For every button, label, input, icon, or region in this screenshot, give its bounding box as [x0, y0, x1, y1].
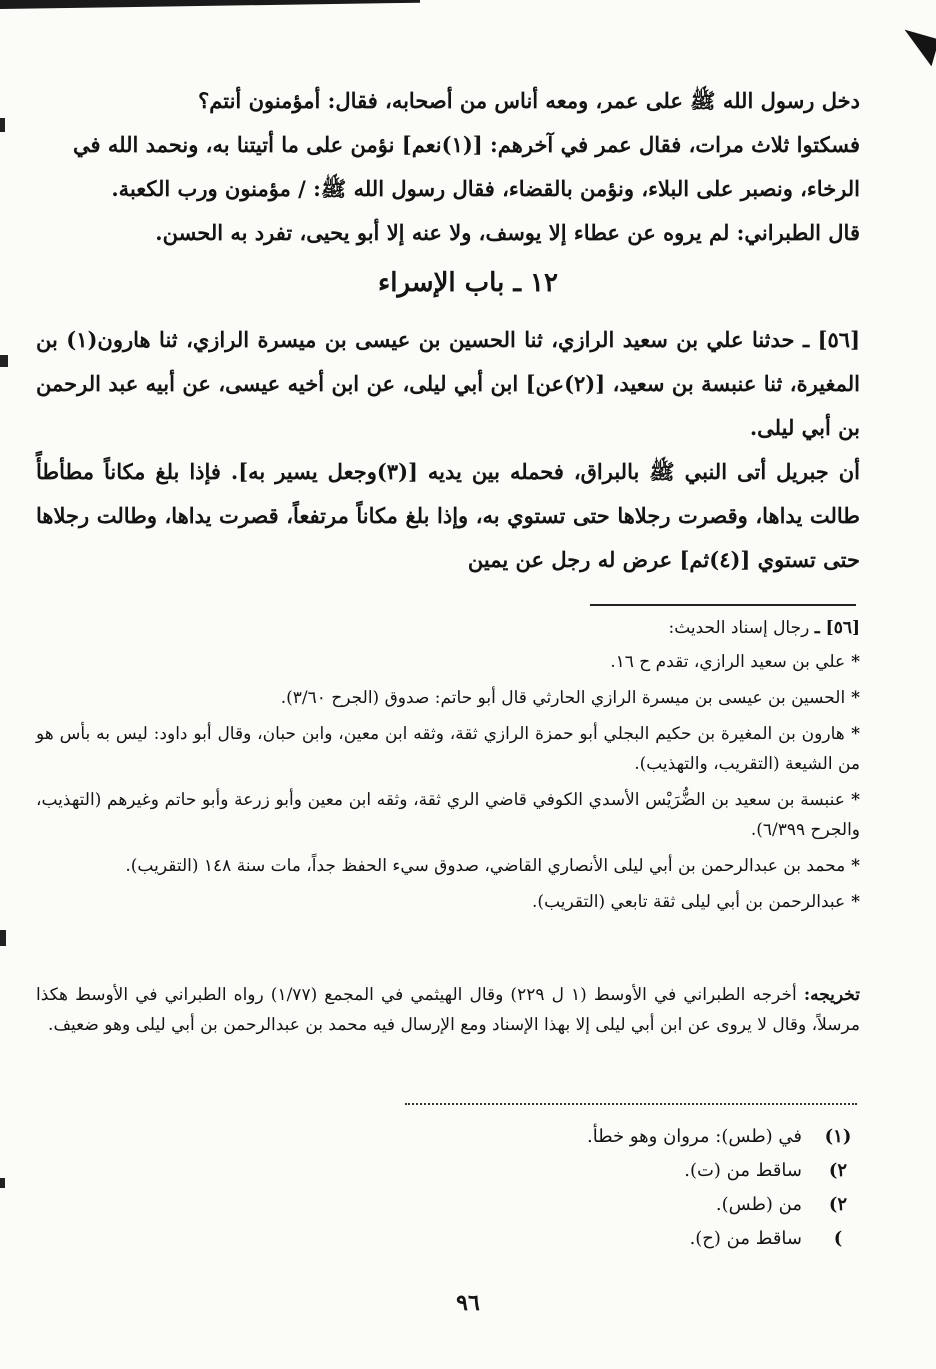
scan-margin-mark	[0, 118, 5, 132]
editorial-note	[36, 1120, 860, 1154]
editorial-note	[36, 1154, 860, 1188]
scan-margin-mark	[0, 1178, 5, 1188]
text-line: قال الطبراني: لم يروه عن عطاء إلا يوسف، ولا عنه إلا أبو يحيى، تفرد به الحسن.	[155, 220, 860, 245]
editorial-note	[36, 1188, 860, 1222]
narrator-entry: * الحسين بن عيسى بن ميسرة الرازي الحارثي قال أبو حاتم: صدوق (الجرح ٣/٦٠).	[36, 683, 860, 713]
takhrij-paragraph	[36, 980, 860, 1040]
scan-margin-mark	[0, 930, 6, 946]
editorial-notes	[36, 1120, 860, 1256]
scan-edge-mark	[0, 0, 420, 9]
hadith-matn: أن جبريل أتى النبي ﷺ بالبراق، فحمله بين يديه [(٣)وجعل يسير به]. فإذا بلغ مكاناً مطأطأً طالت يداها، وقصرت رجلاها حتى تستوي به، وإذا بلغ مكاناً مرتفعاً، قصرت يداها، وطالت رجلاها حتى تستوي [(٤)ثم] عرض له رجل عن يمين	[36, 459, 860, 572]
narrator-entry: * عبدالرحمن بن أبي ليلى ثقة تابعي (التقريب).	[36, 887, 860, 917]
hadith-isnad: [٥٦] ـ حدثنا علي بن سعيد الرازي، ثنا الحسين بن عيسى بن ميسرة الرازي، ثنا هارون(١) بن المغيرة، ثنا عنبسة بن سعيد، [(٢)عن] ابن أبي ليلى، عن ابن أخيه عيسى، عن أبيه عبد الرحمن بن أبي ليلى.	[36, 327, 861, 440]
rijal-title: رجال إسناد الحديث:	[668, 618, 810, 638]
note-number: )	[833, 1228, 843, 1249]
takhrij-label: تخريجه:	[803, 985, 860, 1005]
scan-margin-mark	[0, 355, 8, 367]
chapter-heading: ١٢ ـ باب الإسراء	[378, 268, 558, 298]
note-number: (١)	[824, 1126, 852, 1147]
narrator-entry: * علي بن سعيد الرازي، تقدم ح ١٦.	[36, 647, 860, 677]
narrator-list	[36, 647, 860, 923]
note-number: ٢)	[828, 1194, 848, 1215]
narrator-entry: * محمد بن عبدالرحمن بن أبي ليلى الأنصاري القاضي، صدوق سيء الحفظ جداً، مات سنة ١٤٨ (التقريب).	[36, 851, 860, 881]
rijal-heading	[36, 613, 860, 643]
text-line: فسكتوا ثلاث مرات، فقال عمر في آخرهم: [(١)نعم] نؤمن على ما أتيتنا به، ونحمد الله في	[73, 132, 860, 157]
page-corner-fold-mark	[897, 30, 936, 67]
page-number: ٩٦	[456, 1290, 480, 1316]
narrator-entry: * هارون بن المغيرة بن حكيم البجلي أبو حمزة الرازي ثقة، وثقه ابن معين، وابن حبان، وقال أبو داود: ليس به بأس هو من الشيعة (التقريب، والتهذيب).	[36, 719, 860, 779]
text-line: دخل رسول الله ﷺ على عمر، ومعه أناس من أصحابه، فقال: أمؤمنون أنتم؟	[198, 88, 860, 113]
narrator-entry: * عنبسة بن سعيد بن الضُّرَيْس الأسدي الكوفي قاضي الري ثقة، وثقه ابن معين وأبو زرعة وأبو حاتم وغيرهم (التهذيب، والجرح ٦/٣٩٩).	[36, 785, 860, 845]
dotted-separator	[405, 1103, 857, 1105]
footnote-separator	[590, 604, 856, 606]
note-text: ساقط من (ت).	[684, 1160, 802, 1181]
continued-hadith-text	[36, 79, 860, 255]
text-line: الرخاء، ونصبر على البلاء، ونؤمن بالقضاء، فقال رسول الله ﷺ: / مؤمنون ورب الكعبة.	[111, 176, 860, 201]
editorial-note	[36, 1222, 860, 1256]
note-text: في (طس): مروان وهو خطأ.	[587, 1126, 802, 1147]
note-text: من (طس).	[715, 1194, 802, 1215]
note-number: ٢)	[828, 1160, 848, 1181]
note-text: ساقط من (ح).	[689, 1228, 802, 1249]
hadith-number-label: [٥٦] ـ	[814, 618, 860, 638]
takhrij-text: أخرجه الطبراني في الأوسط (١ ل ٢٢٩) وقال الهيثمي في المجمع (١/٧٧) رواه الطبراني في الأوسط هكذا مرسلاً، وقال لا يروى عن ابن أبي ليلى إلا بهذا الإسناد ومع الإرسال فيه محمد بن عبدالرحمن بن أبي ليلى وهو ضعيف.	[36, 985, 860, 1035]
